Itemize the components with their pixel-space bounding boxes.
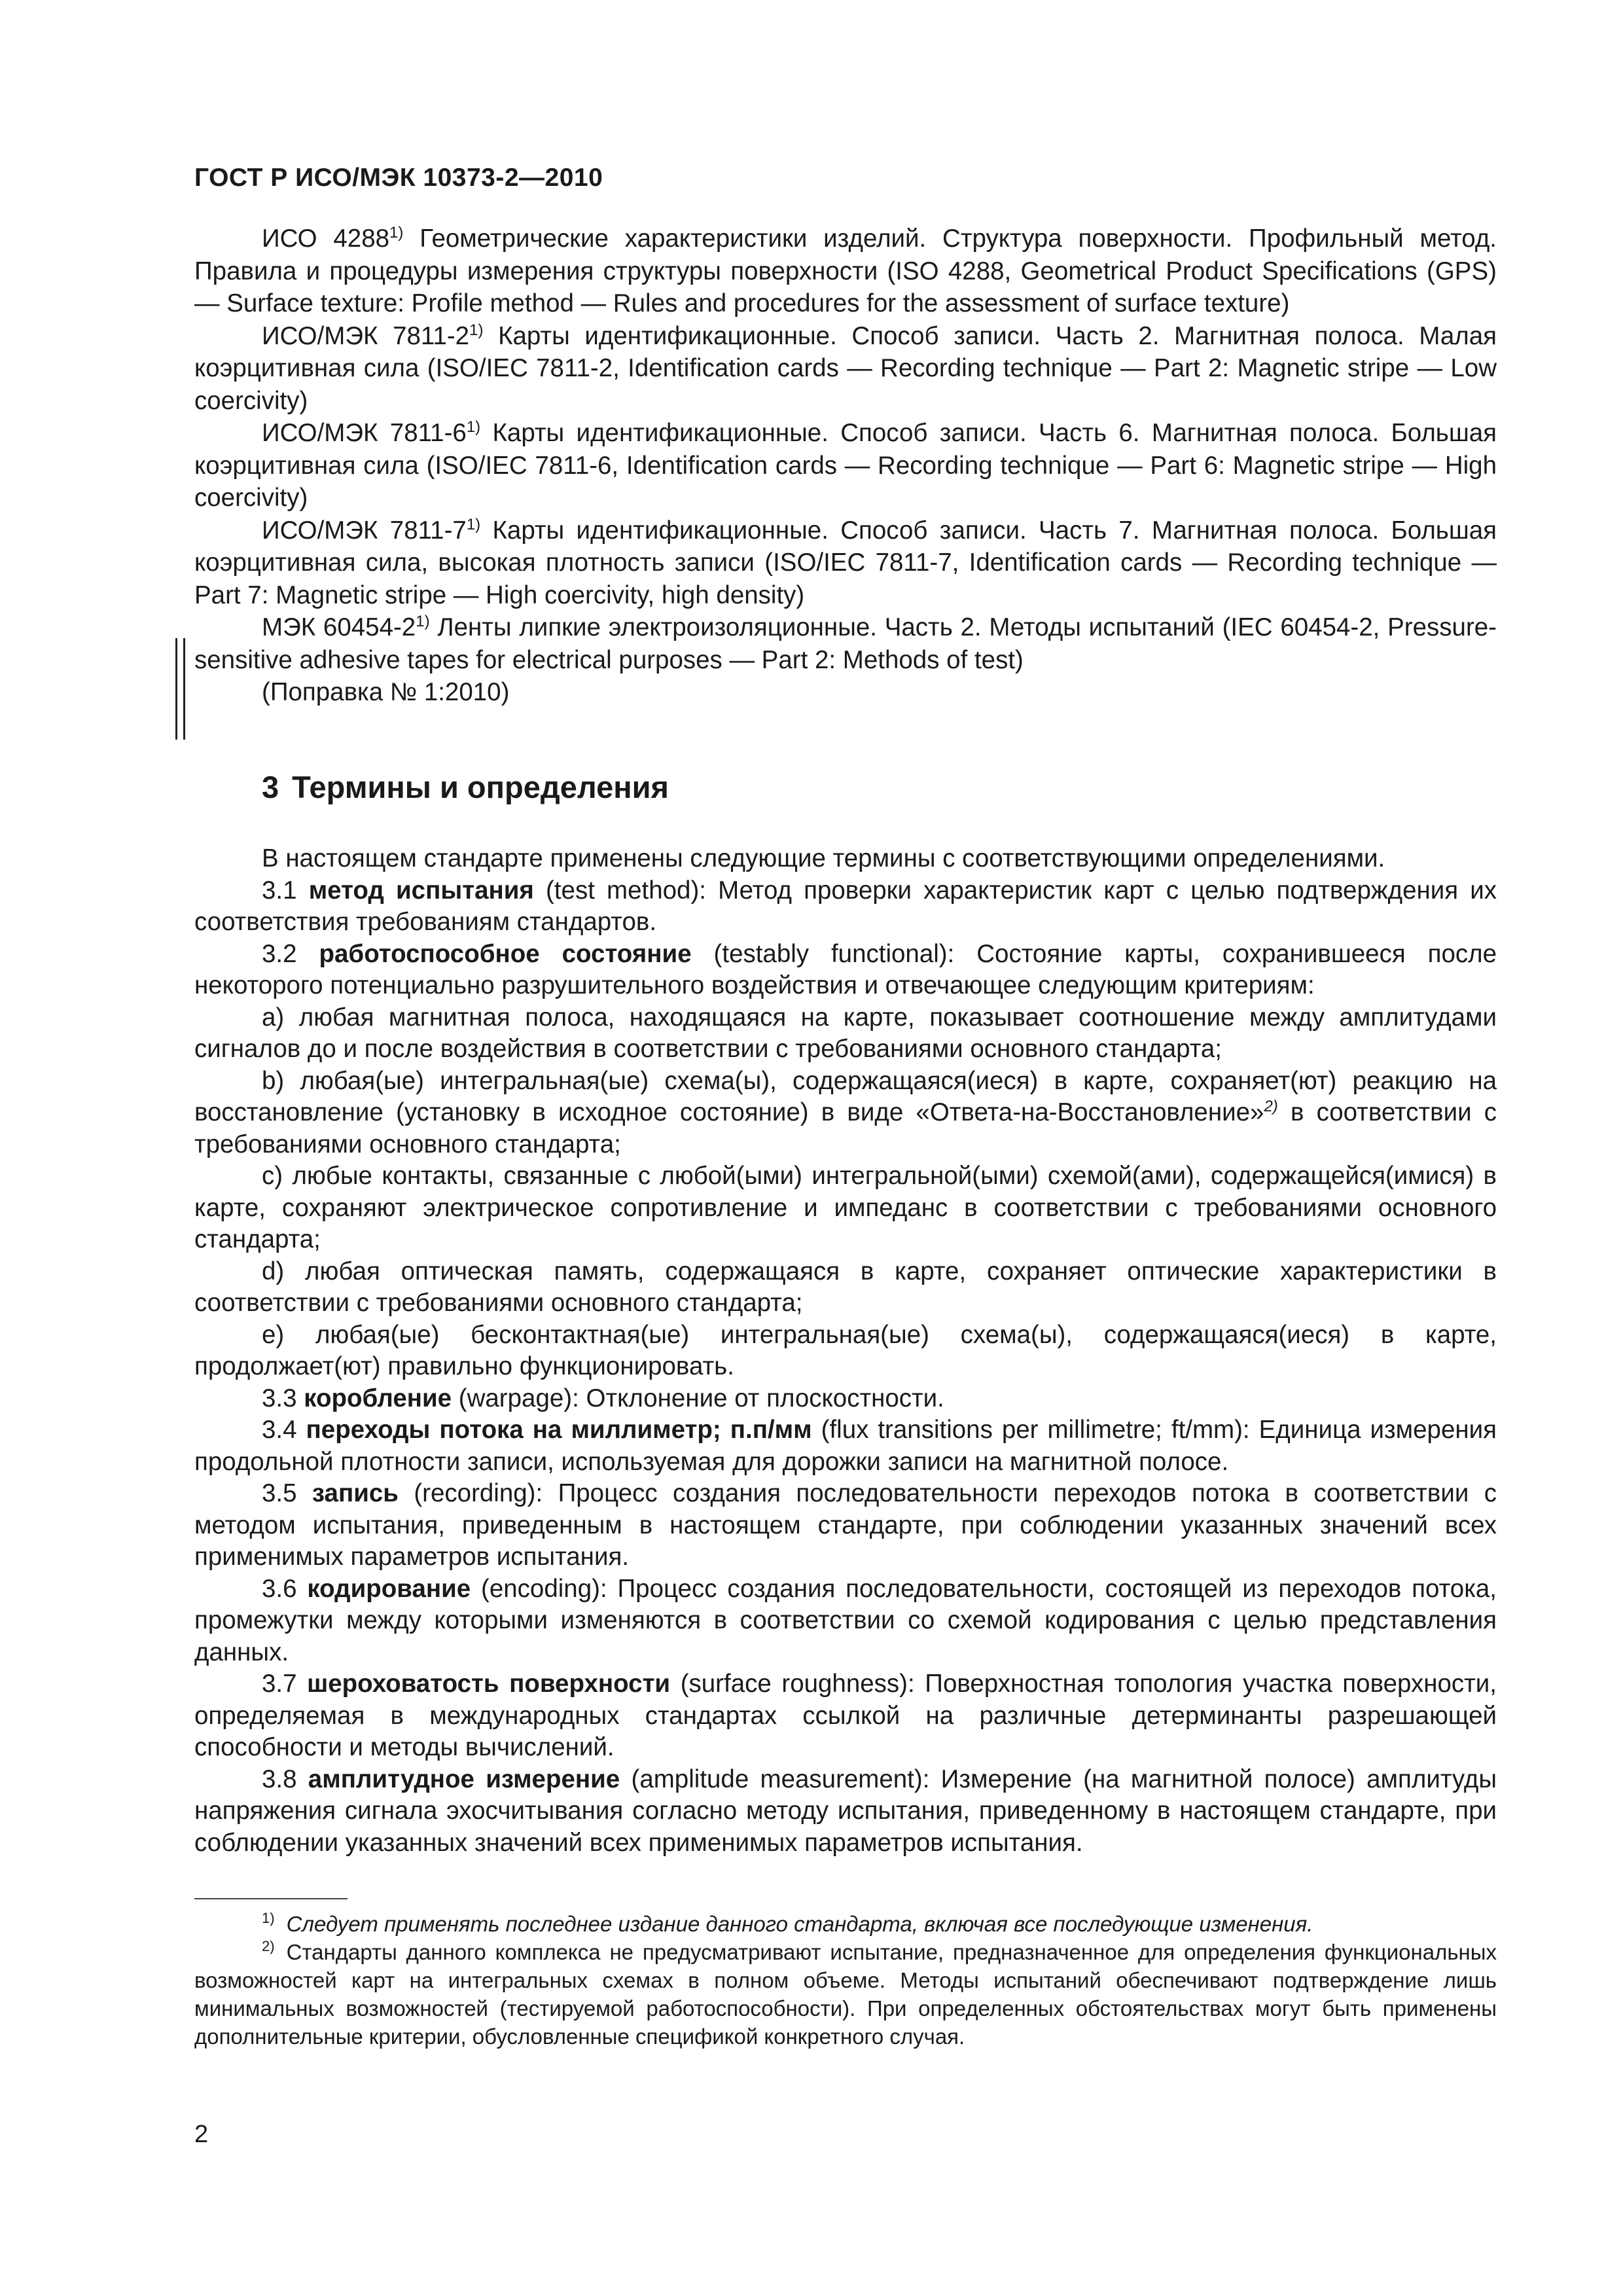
section-body bbox=[194, 843, 1497, 1859]
criterion-d: d) любая оптическая память, содержащаяся в карте, сохраняет оптические характеристики в соответствии с требованиями основного стандарта; bbox=[194, 1257, 1497, 1317]
term-3-2: 3.2 работоспособное состояние (testably functional): Состояние карты, сохранившееся после некоторого потенциально разрушительного воздействия и отвечающее следующим критериям: bbox=[194, 939, 1497, 999]
section-title: Термины и определения bbox=[292, 770, 669, 804]
term-3-5: 3.5 запись (recording): Процесс создания последовательности переходов потока в соответствии с методом испытания, приведенным в настоящем стандарте, при соблюдении указанных значений всех применимых параметров испытания. bbox=[194, 1479, 1497, 1571]
criterion-b: b) любая(ые) интегральная(ые) схема(ы), содержащаяся(иеся) в карте, сохраняет(ют) реакцию на восстановление (установку в исходное состояние) в виде «Ответа-на-Восстановление»$^{2)}$ в соответствии с требованиями основного стандарта; bbox=[194, 1066, 1497, 1158]
footnote-mark: 1) bbox=[262, 1910, 275, 1926]
term-3-3: 3.3 коробление (warpage): Отклонение от плоскостности. bbox=[262, 1384, 944, 1412]
criterion-e: e) любая(ые) бесконтактная(ые) интегральная(ые) схема(ы), содержащаяся(иеся) в карте, продолжает(ют) правильно функционировать. bbox=[194, 1320, 1497, 1380]
reference-item: ИСО 4288$^{1)}$ Геометрические характеристики изделий. Структура поверхности. Профильный метод. Правила и процедуры измерения структуры поверхности (ISO 4288, Geometrical Product Specifications (GPS) — Surface texture: Profile method — Rules and procedures for the assessment of surface texture) bbox=[194, 224, 1497, 317]
footnote-mark: 1) bbox=[466, 418, 481, 436]
standard-header: ГОСТ Р ИСО/МЭК 10373-2—2010 bbox=[194, 164, 603, 192]
footnote-mark: 2) bbox=[1264, 1098, 1278, 1115]
reference-item: ИСО/МЭК 7811-7$^{1)}$ Карты идентификационные. Способ записи. Часть 7. Магнитная полоса. Большая коэрцитивная сила, высокая плотность записи (ISO/IEC 7811-7, Identification cards — Recording technique — Part 7: Magnetic stripe — High coercivity, high density) bbox=[194, 515, 1497, 609]
footnotes bbox=[194, 1910, 1497, 2051]
term-3-6: 3.6 кодирование (encoding): Процесс создания последовательности, состоящей из переходов потока, промежутки между которыми изменяются в соответствии со схемой кодирования с целью представления данных. bbox=[194, 1574, 1497, 1666]
criterion-c: c) любые контакты, связанные с любой(ыми) интегральной(ыми) схемой(ами), содержащейся(имися) в карте, сохраняют электрическое сопротивление и импеданс в соответствии с требованиями основного стандарта; bbox=[194, 1162, 1497, 1253]
reference-item: ИСО/МЭК 7811-2$^{1)}$ Карты идентификационные. Способ записи. Часть 2. Магнитная полоса. Малая коэрцитивная сила (ISO/IEC 7811-2, Identification cards — Recording technique — Part 2: Magnetic stripe — Low coercivity) bbox=[194, 321, 1497, 415]
reference-item: ИСО/МЭК 7811-6$^{1)}$ Карты идентификационные. Способ записи. Часть 6. Магнитная полоса. Большая коэрцитивная сила (ISO/IEC 7811-6, Identification cards — Recording technique — Part 6: Magnetic stripe — High coercivity) bbox=[194, 418, 1497, 512]
page-number: 2 bbox=[194, 2121, 209, 2148]
footnote-mark: 1) bbox=[469, 321, 484, 339]
footnote-1: $^{1)}$ Следует применять последнее издание данного стандарта, включая все последующие изменения. bbox=[262, 1910, 1313, 1936]
footnote-2: $^{2)}$ Стандарты данного комплекса не предусматривают испытание, предназначенное для определения функциональных возможностей карт на интегральных схемах в полном объеме. Методы испытаний обеспечивают подтверждение лишь минимальных возможностей (тестируемой работоспособности). При определенных обстоятельствах могут быть применены дополнительные критерии, обусловленные спецификой конкретного случая. bbox=[194, 1938, 1497, 2049]
footnote-mark: 1) bbox=[466, 515, 481, 533]
intro-paragraph: В настоящем стандарте применены следующие термины с соответствующими определениями. bbox=[262, 844, 1385, 872]
section-heading bbox=[262, 769, 669, 805]
term-3-8: 3.8 амплитудное измерение (amplitude measurement): Измерение (на магнитной полосе) амплитуды напряжения сигнала эхосчитывания согласно методу испытания, приведенному в настоящем стандарте, при соблюдении указанных значений всех применимых параметров испытания. bbox=[194, 1765, 1497, 1857]
normative-references bbox=[194, 223, 1497, 709]
term-3-4: 3.4 переходы потока на миллиметр; п.п/мм (flux transitions per millimetre; ft/mm): Единица измерения продольной плотности записи, используемая для дорожки записи на магнитной полосе. bbox=[194, 1416, 1497, 1476]
criterion-a: a) любая магнитная полоса, находящаяся на карте, показывает соотношение между амплитудами сигналов до и после воздействия в соответствии с требованиями основного стандарта; bbox=[194, 1003, 1497, 1063]
footnote-mark: 2) bbox=[262, 1938, 275, 1954]
footnote-mark: 1) bbox=[416, 613, 430, 630]
term-3-7: 3.7 шероховатость поверхности (surface roughness): Поверхностная топология участка поверхности, определяемая в международных стандартах ссылкой на различные детерминанты разрешающей способности и методы вычислений. bbox=[194, 1670, 1497, 1761]
change-bar-marker bbox=[175, 638, 185, 740]
footnote-divider bbox=[194, 1898, 348, 1899]
term-3-1: 3.1 метод испытания (test method): Метод проверки характеристик карт с целью подтверждения их соответствия требованиям стандартов. bbox=[194, 876, 1497, 936]
footnote-mark: 1) bbox=[389, 224, 404, 242]
reference-item: МЭК 60454-2$^{1)}$ Ленты липкие электроизоляционные. Часть 2. Методы испытаний (IEC 60454-2, Pressure-sensitive adhesive tapes for electrical purposes — Part 2: Methods of test) bbox=[194, 613, 1497, 674]
amendment-note: (Поправка № 1:2010) bbox=[262, 678, 510, 706]
section-number: 3 bbox=[262, 770, 279, 804]
